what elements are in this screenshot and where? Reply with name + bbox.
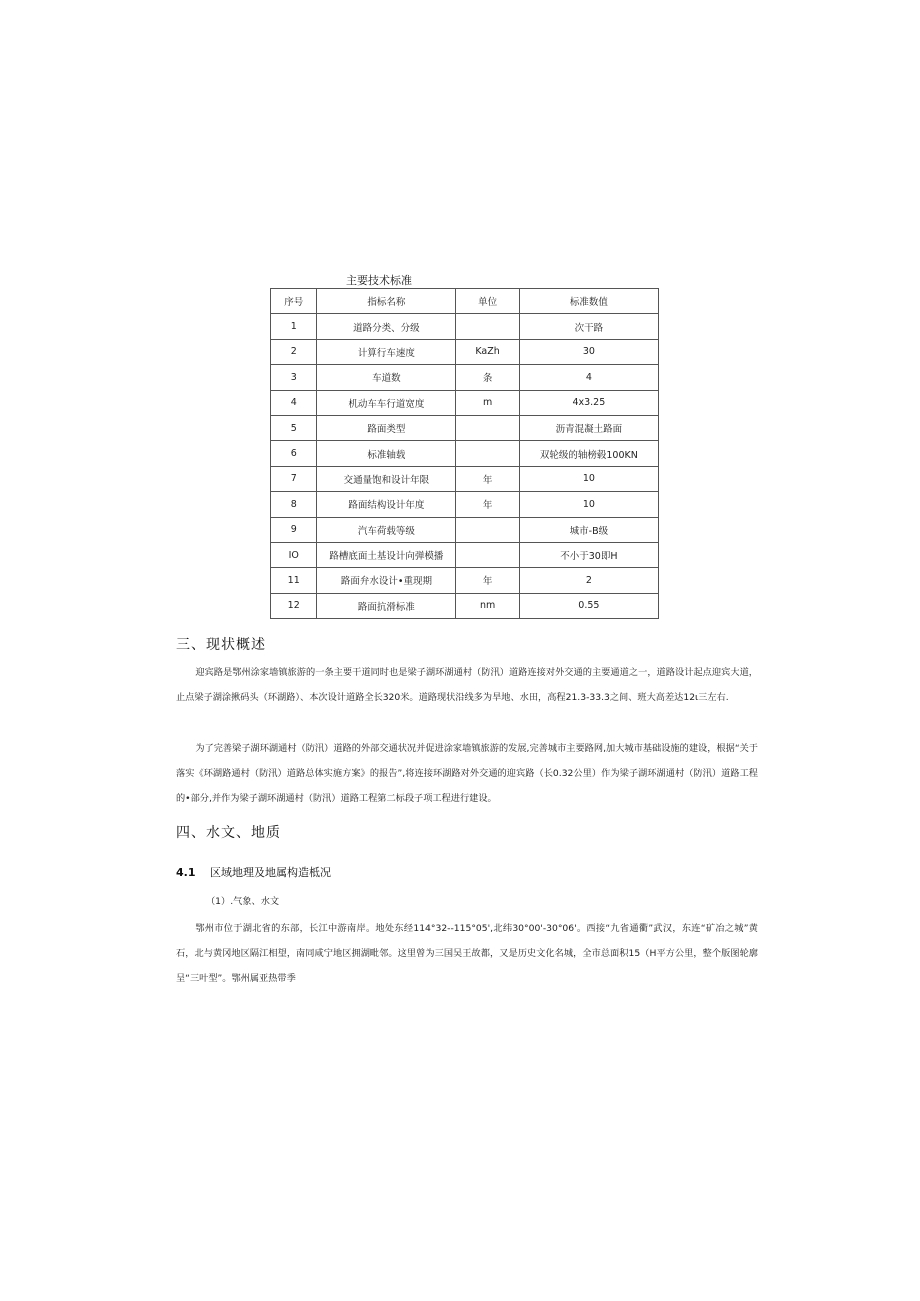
table-row: [271, 339, 659, 364]
header-cell-name: 指标名称: [317, 289, 456, 314]
table-row: [271, 466, 659, 491]
table-cell: 路面抗滑标准: [317, 593, 456, 618]
table-row: [271, 441, 659, 466]
table-cell: [456, 314, 519, 339]
table-cell: 8: [271, 492, 317, 517]
table-cell: 汽车荷载等级: [317, 517, 456, 542]
table-cell: [456, 542, 519, 567]
table-cell: 路面结构设计年度: [317, 492, 456, 517]
paragraph-status-1: 迎宾路是鄂州涂家墙镇旅游的一条主要干道同时也是梁子湖环湖通村（防汛）道路连接对外交通的主要通道之一，道路设计起点迎宾大道，止点梁子湖涂揪码头（环湖路）、本次设计道路全长320米。道路现状沿线多为旱地、水田，高程21.3-33.3之间、班大高差达12ι三左右.: [176, 667, 758, 703]
table-cell: 路面类型: [317, 415, 456, 440]
table-cell: 机动车车行道宽度: [317, 390, 456, 415]
table-cell: 沥青混凝土路面: [519, 415, 658, 440]
table-row: [271, 568, 659, 593]
table-cell: nm: [456, 593, 519, 618]
table-cell: 3: [271, 365, 317, 390]
table-cell: 1: [271, 314, 317, 339]
item-heading-climate: （1）.气象、水文: [206, 896, 280, 907]
table-cell: 6: [271, 441, 317, 466]
table-cell: 车道数: [317, 365, 456, 390]
table-cell: 条: [456, 365, 519, 390]
table-row: [271, 542, 659, 567]
table-cell: KaZh: [456, 339, 519, 364]
table-cell: 城市-B级: [519, 517, 658, 542]
table-cell: 7: [271, 466, 317, 491]
table-header-row: [271, 289, 659, 314]
table-cell: IO: [271, 542, 317, 567]
table-row: [271, 593, 659, 618]
table-row: [271, 390, 659, 415]
table-cell: 4: [271, 390, 317, 415]
table-row: [271, 517, 659, 542]
table-cell: 0.55: [519, 593, 658, 618]
paragraph-geography: 鄂州市位于湖北省的东部，长江中游南岸。地处东经114°32--115°05',北纬30°00'-30°06'。西接“九省通衢”武汉，东连“矿冶之城”黄石，北与黄冈地区隔江相望，南同咸宁地区拥湖毗邻。这里曾为三国吴王故都，又是历史文化名城，全市总面积15（H平方公里，整个版图轮廓呈“三叶型”。鄂州属亚热带季: [176, 923, 758, 984]
table-cell: 路槽底面土基设计向弹模播: [317, 542, 456, 567]
table-cell: 4x3.25: [519, 390, 658, 415]
table-cell: 不小于30即H: [519, 542, 658, 567]
table-cell: 路面弁水设计•重现期: [317, 568, 456, 593]
table-cell: 交通量饱和设计年限: [317, 466, 456, 491]
subsection-heading: [176, 864, 331, 880]
table-cell: 4: [519, 365, 658, 390]
paragraph-status-2: 为了完善梁子湖环湖通村（防汛）道路的外部交通状况并促进涂家墙镇旅游的发展,完善城市主要路网,加大城市基础设施的建设，根据“关于落实《环湖路通村（防汛）道路总体实施方案》的报告”,将连接环湖路对外交通的迎宾路（长0.32公里）作为梁子湖环湖通村（防汛）道路工程的•部分,并作为梁子湖环湖通村（防汛）道路工程第二标段子项工程进行建设。: [176, 743, 758, 804]
table-cell: 9: [271, 517, 317, 542]
table-cell: 30: [519, 339, 658, 364]
table-cell: 2: [519, 568, 658, 593]
table-caption: 主要技术标准: [346, 274, 412, 287]
table-cell: 年: [456, 492, 519, 517]
table-cell: 10: [519, 492, 658, 517]
table-cell: 2: [271, 339, 317, 364]
table-cell: 12: [271, 593, 317, 618]
subsection-number: 4.1: [176, 866, 196, 879]
header-cell-index: 序号: [271, 289, 317, 314]
section-heading-hydrology-geology: 四、水文、地质: [176, 825, 281, 841]
table-cell: 10: [519, 466, 658, 491]
section-heading-status: 三、现状概述: [176, 637, 266, 653]
header-cell-value: 标准数值: [519, 289, 658, 314]
table-cell: [456, 441, 519, 466]
technical-standards-table: [270, 288, 659, 619]
table-cell: 双轮级的轴榜毂100KN: [519, 441, 658, 466]
table-cell: 标准轴载: [317, 441, 456, 466]
table-cell: 年: [456, 466, 519, 491]
table-row: [271, 415, 659, 440]
table-cell: m: [456, 390, 519, 415]
table-row: [271, 365, 659, 390]
table-row: [271, 492, 659, 517]
table-cell: 11: [271, 568, 317, 593]
header-cell-unit: 单位: [456, 289, 519, 314]
table-cell: 5: [271, 415, 317, 440]
table-cell: [456, 517, 519, 542]
table-cell: 次干路: [519, 314, 658, 339]
table-cell: 道路分类、分级: [317, 314, 456, 339]
table-row: [271, 314, 659, 339]
table-cell: 年: [456, 568, 519, 593]
table-cell: 计算行车速度: [317, 339, 456, 364]
table-cell: [456, 415, 519, 440]
subsection-title: 区域地理及地属构造柢况: [210, 866, 331, 879]
